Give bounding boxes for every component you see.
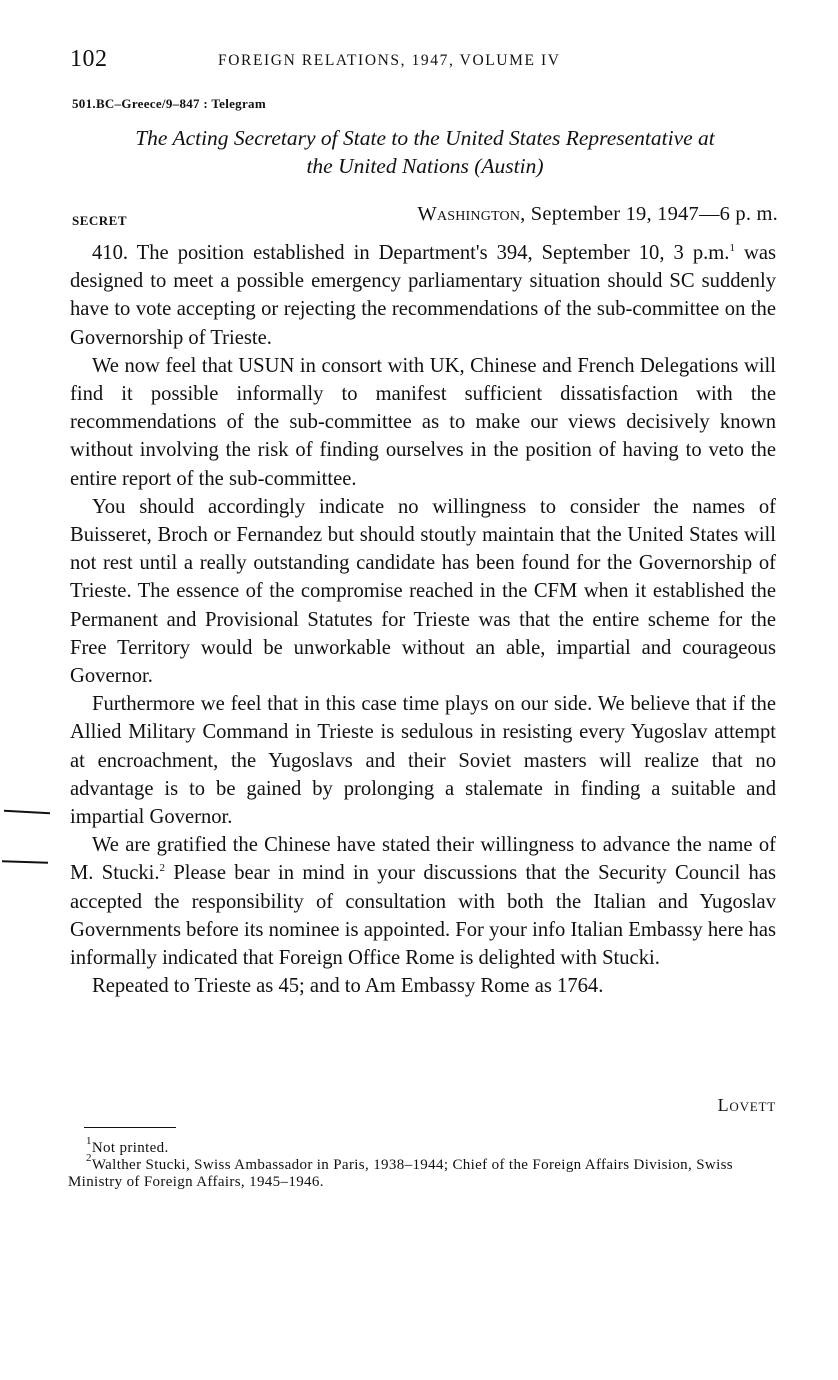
title-line-2 <box>66 152 784 180</box>
recipient-name: Austin <box>481 154 537 178</box>
paragraph-4: Furthermore we feel that in this case time plays on our side. We believe that if the Allied Military Command in Trieste is sedulous in resisting every Yugoslav attempt at encroachment, the Yugoslavs and their Soviet masters will realize that no advantage is to be gained by prolonging a stalemate in finding a suitable and impartial Governor. <box>70 693 776 829</box>
paragraph-6: Repeated to Trieste as 45; and to Am Embassy Rome as 1764. <box>92 975 604 998</box>
footnote-marker-1: 1 <box>86 1135 92 1147</box>
dateline <box>417 203 778 226</box>
footnote-text-1: Not printed. <box>91 1140 169 1156</box>
paragraph-1 <box>70 239 776 352</box>
footnote-marker-2: 2 <box>86 1152 92 1164</box>
running-head: FOREIGN RELATIONS, 1947, VOLUME IV <box>218 52 561 69</box>
footnote-text-2: Walther Stucki, Swiss Ambassador in Paris, 1938–1944; Chief of the Foreign Affairs Division, Swiss Ministry of Foreign Affairs, 1945–1946. <box>68 1157 733 1190</box>
paragraph-1-text-a: 410. The position established in Department's 394, September 10, 3 p.m. <box>92 242 730 264</box>
margin-mark-1 <box>4 810 50 814</box>
footnote-1 <box>68 1135 780 1157</box>
footnote-divider <box>84 1127 176 1128</box>
document-title <box>66 124 784 180</box>
title-line-1: The Acting Secretary of State to the United States Representative at <box>135 126 715 150</box>
paragraph-2: We now feel that USUN in consort with UK, Chinese and French Delegations will find it possible informally to manifest sufficient dissatisfaction with the recommendations of the sub-committee as to make our views decisively known without involving the risk of finding ourselves in the position of having to veto the entire report of the sub-committee. <box>70 354 776 490</box>
page-header <box>70 46 780 80</box>
margin-mark-2 <box>2 860 48 864</box>
title-line-2-prefix: the United Nations ( <box>306 154 482 178</box>
footnote-ref-1[interactable]: 1 <box>729 242 735 254</box>
footnote-2 <box>68 1152 780 1191</box>
dateline-date: , September 19, 1947—6 p. m. <box>520 203 778 225</box>
classification-marking: SECRET <box>72 213 128 228</box>
signature: Lovett <box>717 1095 776 1115</box>
footnote-ref-2[interactable]: 2 <box>159 862 166 875</box>
paragraph-5 <box>70 831 776 972</box>
telegram-body <box>70 239 776 1000</box>
footnotes <box>68 1135 780 1191</box>
dateline-city: Washington <box>417 203 521 225</box>
paragraph-5-text-b: Please bear in mind in your discussions that the Security Council has accepted the responsibility of consultation with both the Italian and Yugoslav Governments before its nominee is appointed. For your info Italian Embassy here has informally indicated that Foreign Office Rome is delighted with Stucki. <box>70 862 776 970</box>
document-reference: 501.BC–Greece/9–847 : Telegram <box>72 96 266 111</box>
paragraph-5-text-a: We are gratified the Chinese have stated their willingness to advance the name of M. Stucki. <box>70 834 776 885</box>
page-number: 102 <box>70 46 108 72</box>
title-line-2-suffix: ) <box>536 154 544 178</box>
paragraph-3: You should accordingly indicate no willingness to consider the names of Buisseret, Broch or Fernandez but should stoutly maintain that the United States will not rest until a really outstanding candidate has been found for the Governorship of Trieste. The essence of the compromise reached in the CFM when it established the Permanent and Provisional Statutes for Trieste was that the entire scheme for the Free Territory would be unworkable without an able, impartial and courageous Governor. <box>70 495 776 688</box>
paragraph-1-text-b: was designed to meet a possible emergency parliamentary situation should SC suddenly have to vote accepting or rejecting the recommendations of the sub-committee on the Governorship of Trieste. <box>70 242 776 349</box>
